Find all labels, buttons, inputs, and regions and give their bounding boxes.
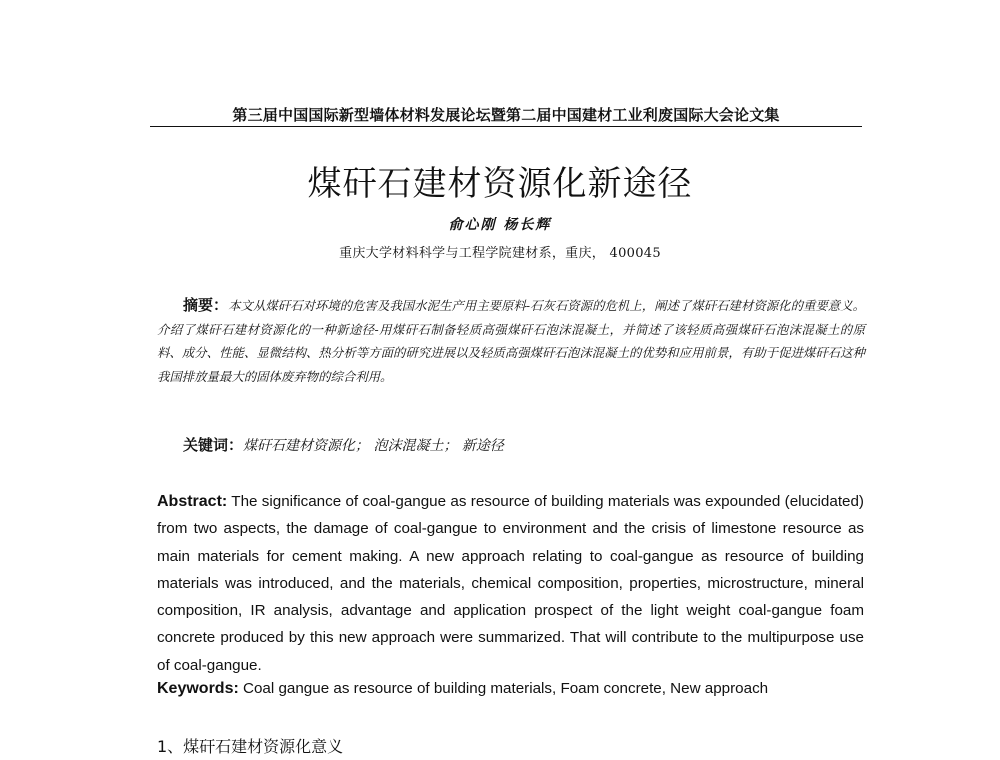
keywords-cn-label: 关键词：	[183, 436, 244, 454]
keywords-cn	[183, 434, 504, 455]
paper-authors: 俞心刚 杨长辉	[448, 217, 552, 233]
keywords-en-label: Keywords:	[157, 680, 239, 697]
paper-affiliation: 重庆大学材料科学与工程学院建材系，重庆， 400045	[339, 246, 661, 261]
paper-title: 煤矸石建材资源化新途径	[307, 164, 693, 204]
abstract-cn-text: 本文从煤矸石对环境的危害及我国水泥生产用主要原料-石灰石资源的危机上，阐述了煤矸石建材资源化的重要意义。介绍了煤矸石建材资源化的一种新途径-用煤矸石制备轻质高强煤矸石泡沫混凝土，并简述了该轻质高强煤矸石泡沫混凝土的原料、成分、性能、显微结构、热分析等方面的研究进展以及轻质高强煤矸石泡沫混凝土的优势和应用前景，有助于促进煤矸石这种我国排放量最大的固体废弃物的综合利用。	[157, 298, 865, 384]
abstract-en-label: Abstract:	[157, 493, 228, 510]
abstract-cn	[157, 294, 865, 388]
abstract-cn-label: 摘要：	[183, 296, 229, 314]
keywords-cn-text: 煤矸石建材资源化； 泡沫混凝土； 新途径	[243, 438, 504, 454]
abstract-en-text: The significance of coal-gangue as resource of building materials was expounded (elucidated) from two aspects, the damage of coal-gangue to environment and the crisis of limestone resource as main materials for cement making. A new approach relating to coal-gangue as resource of building materials was introduced, and the materials, chemical composition, properties, microstructure, mineral composition, IR analysis, advantage and application prospect of the light weight coal-gangue foam concrete produced by this new approach were summarized. That will contribute to the multipurpose use of coal-gangue.	[157, 493, 864, 674]
keywords-en-text: Coal gangue as resource of building materials, Foam concrete, New approach	[238, 680, 769, 697]
keywords-en	[157, 680, 768, 698]
section-heading: 1、煤矸石建材资源化意义	[157, 737, 344, 756]
header-rule	[150, 126, 862, 127]
running-header: 第三届中国国际新型墙体材料发展论坛暨第二届中国建材工业利废国际大会论文集	[232, 106, 780, 124]
abstract-en	[157, 488, 864, 679]
